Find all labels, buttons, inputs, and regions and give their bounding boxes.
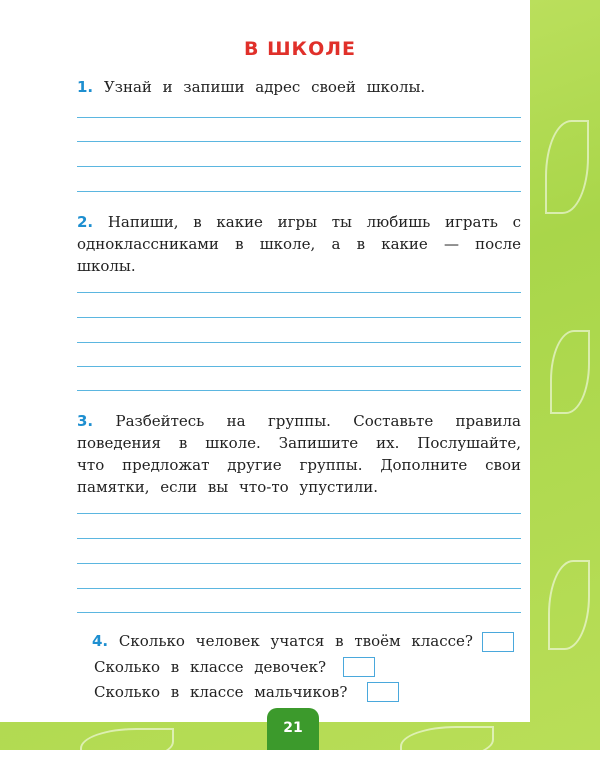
writing-line[interactable] [77, 513, 521, 514]
task-number: 2. [77, 213, 94, 231]
writing-line[interactable] [77, 191, 521, 192]
answer-box-girls[interactable] [343, 657, 375, 677]
writing-line[interactable] [77, 612, 521, 613]
writing-line[interactable] [77, 141, 521, 142]
writing-line[interactable] [77, 563, 521, 564]
task-4-question-3 [94, 683, 347, 701]
writing-line[interactable] [77, 342, 521, 343]
writing-line[interactable] [77, 166, 521, 167]
task-text: Напиши, в какие игры ты любишь играть с одноклассниками в школе, а в какие — после школы. [77, 213, 521, 275]
task-number: 4. [92, 632, 109, 650]
task-4-question-1 [92, 632, 473, 650]
task-3 [77, 410, 521, 498]
task-text: Разбейтесь на группы. Составьте правила поведения в школе. Запишите их. Послушайте, что предложат другие группы. Дополните свои памятки, если вы что-то упустили. [77, 412, 521, 496]
answer-box-class-size[interactable] [482, 632, 514, 652]
task-2 [77, 211, 521, 277]
writing-line[interactable] [77, 117, 521, 118]
writing-line[interactable] [77, 292, 521, 293]
page-title: В ШКОЛЕ [243, 38, 356, 60]
writing-line[interactable] [77, 317, 521, 318]
task-text: Узнай и запиши адрес своей школы. [103, 78, 426, 96]
task-number: 1. [77, 78, 94, 96]
task-1 [77, 76, 521, 98]
question-text: Сколько в классе мальчиков? [94, 683, 348, 701]
question-text: Сколько человек учатся в твоём классе? [118, 632, 473, 650]
writing-line[interactable] [77, 390, 521, 391]
writing-line[interactable] [77, 538, 521, 539]
writing-line[interactable] [77, 366, 521, 367]
answer-box-boys[interactable] [367, 682, 399, 702]
task-4-question-2 [94, 658, 326, 676]
writing-line[interactable] [77, 588, 521, 589]
task-number: 3. [77, 412, 94, 430]
page-number: 21 [283, 720, 303, 736]
question-text: Сколько в классе девочек? [94, 658, 327, 676]
